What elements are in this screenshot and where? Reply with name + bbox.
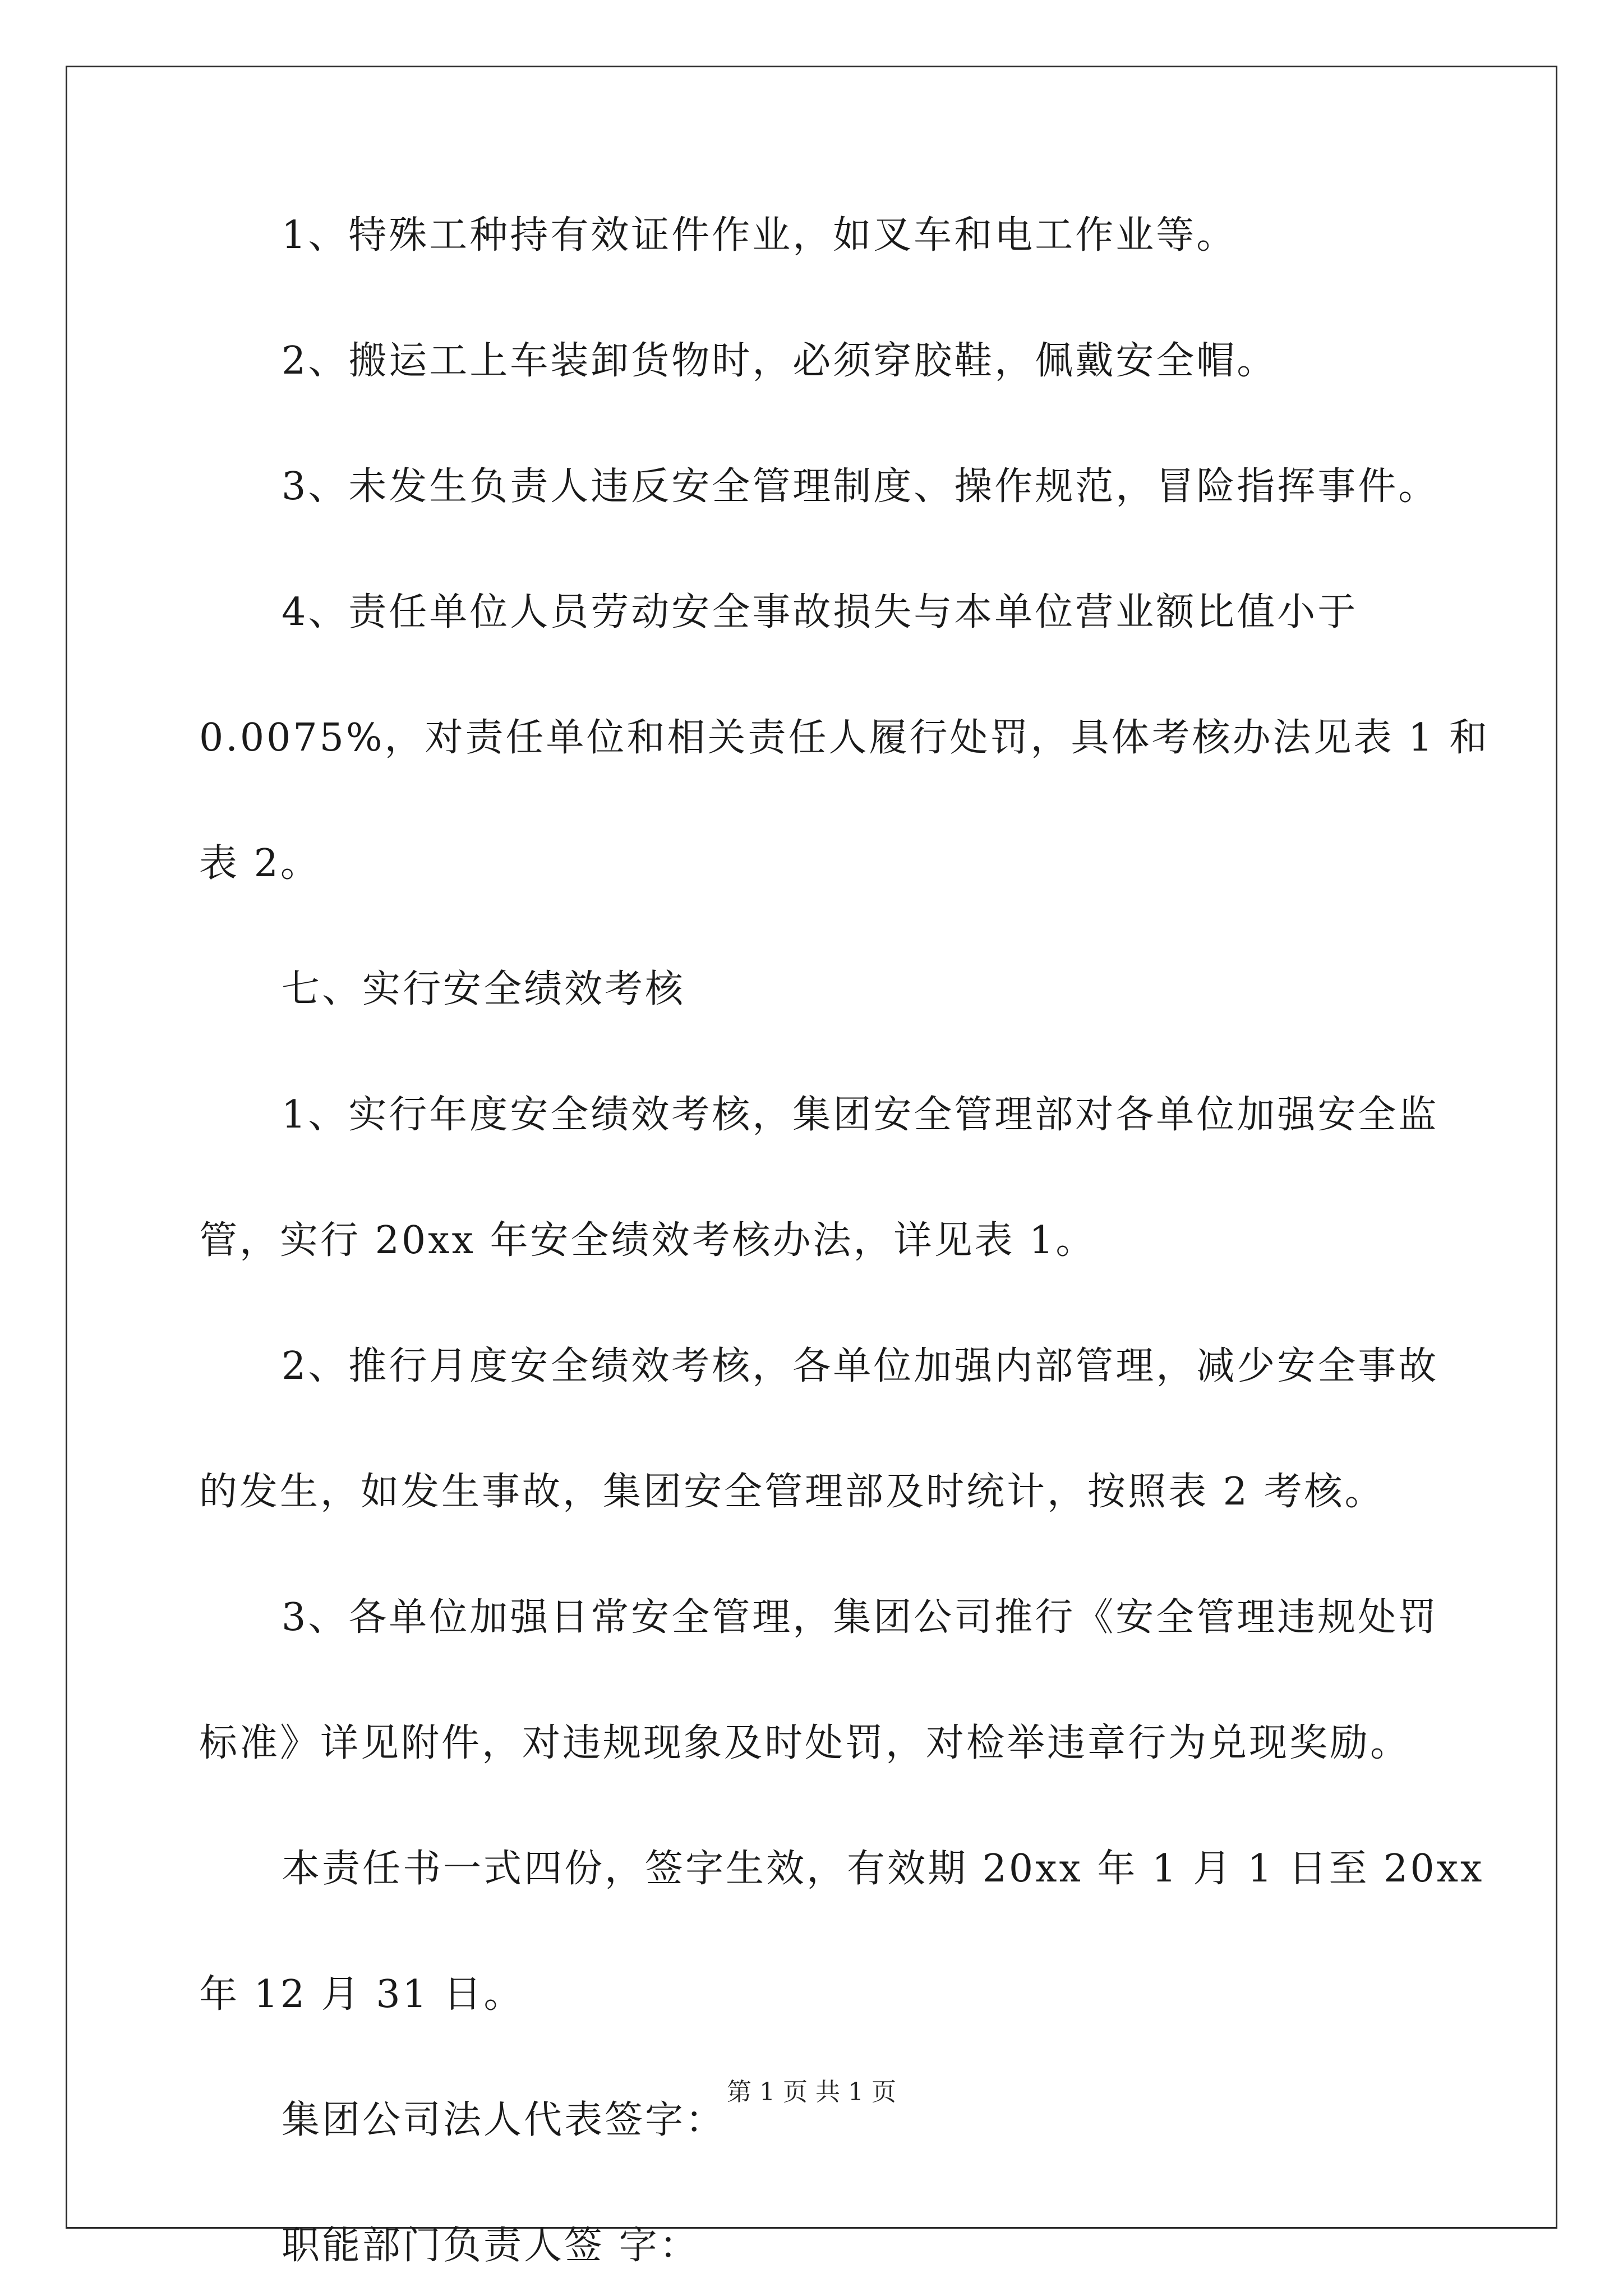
paragraph-line: 管，实行 20xx 年安全绩效考核办法，详见表 1。 <box>199 1218 1096 1263</box>
paragraph-line: 0.0075%，对责任单位和相关责任人履行处罚，具体考核办法见表 1 和 <box>199 716 1490 760</box>
paragraph-line: 1、特殊工种持有效证件作业，如叉车和电工作业等。 <box>282 213 1237 257</box>
paragraph-line: 3、未发生负责人违反安全管理制度、操作规范，冒险指挥事件。 <box>282 464 1439 509</box>
paragraph-line: 本责任书一式四份，签字生效，有效期 20xx 年 1 月 1 日至 20xx <box>282 1847 1484 1891</box>
paragraph-line: 标准》详见附件，对违规现象及时处罚，对检举违章行为兑现奖励。 <box>199 1721 1411 1765</box>
paragraph-line: 1、实行年度安全绩效考核，集团安全管理部对各单位加强安全监 <box>282 1093 1439 1137</box>
paragraph-line: 3、各单位加强日常安全管理，集团公司推行《安全管理违规处罚 <box>282 1595 1439 1640</box>
page-border <box>66 66 1557 2229</box>
paragraph-line: 4、责任单位人员劳动安全事故损失与本单位营业额比值小于 <box>282 590 1358 634</box>
page-number: 第 1 页 共 1 页 <box>727 2078 896 2106</box>
paragraph-line: 2、搬运工上车装卸货物时，必须穿胶鞋，佩戴安全帽。 <box>282 339 1278 383</box>
paragraph-line: 2、推行月度安全绩效考核，各单位加强内部管理，减少安全事故 <box>282 1344 1439 1388</box>
signature-line: 职能部门负责人签 字： <box>282 2224 700 2268</box>
signature-line: 集团公司法人代表签字： <box>282 2098 726 2142</box>
paragraph-line: 表 2。 <box>199 841 321 886</box>
paragraph-line: 的发生，如发生事故，集团安全管理部及时统计，按照表 2 考核。 <box>199 1470 1385 1514</box>
section-heading: 七、实行安全绩效考核 <box>282 967 686 1011</box>
paragraph-line: 年 12 月 31 日。 <box>199 1972 524 2017</box>
